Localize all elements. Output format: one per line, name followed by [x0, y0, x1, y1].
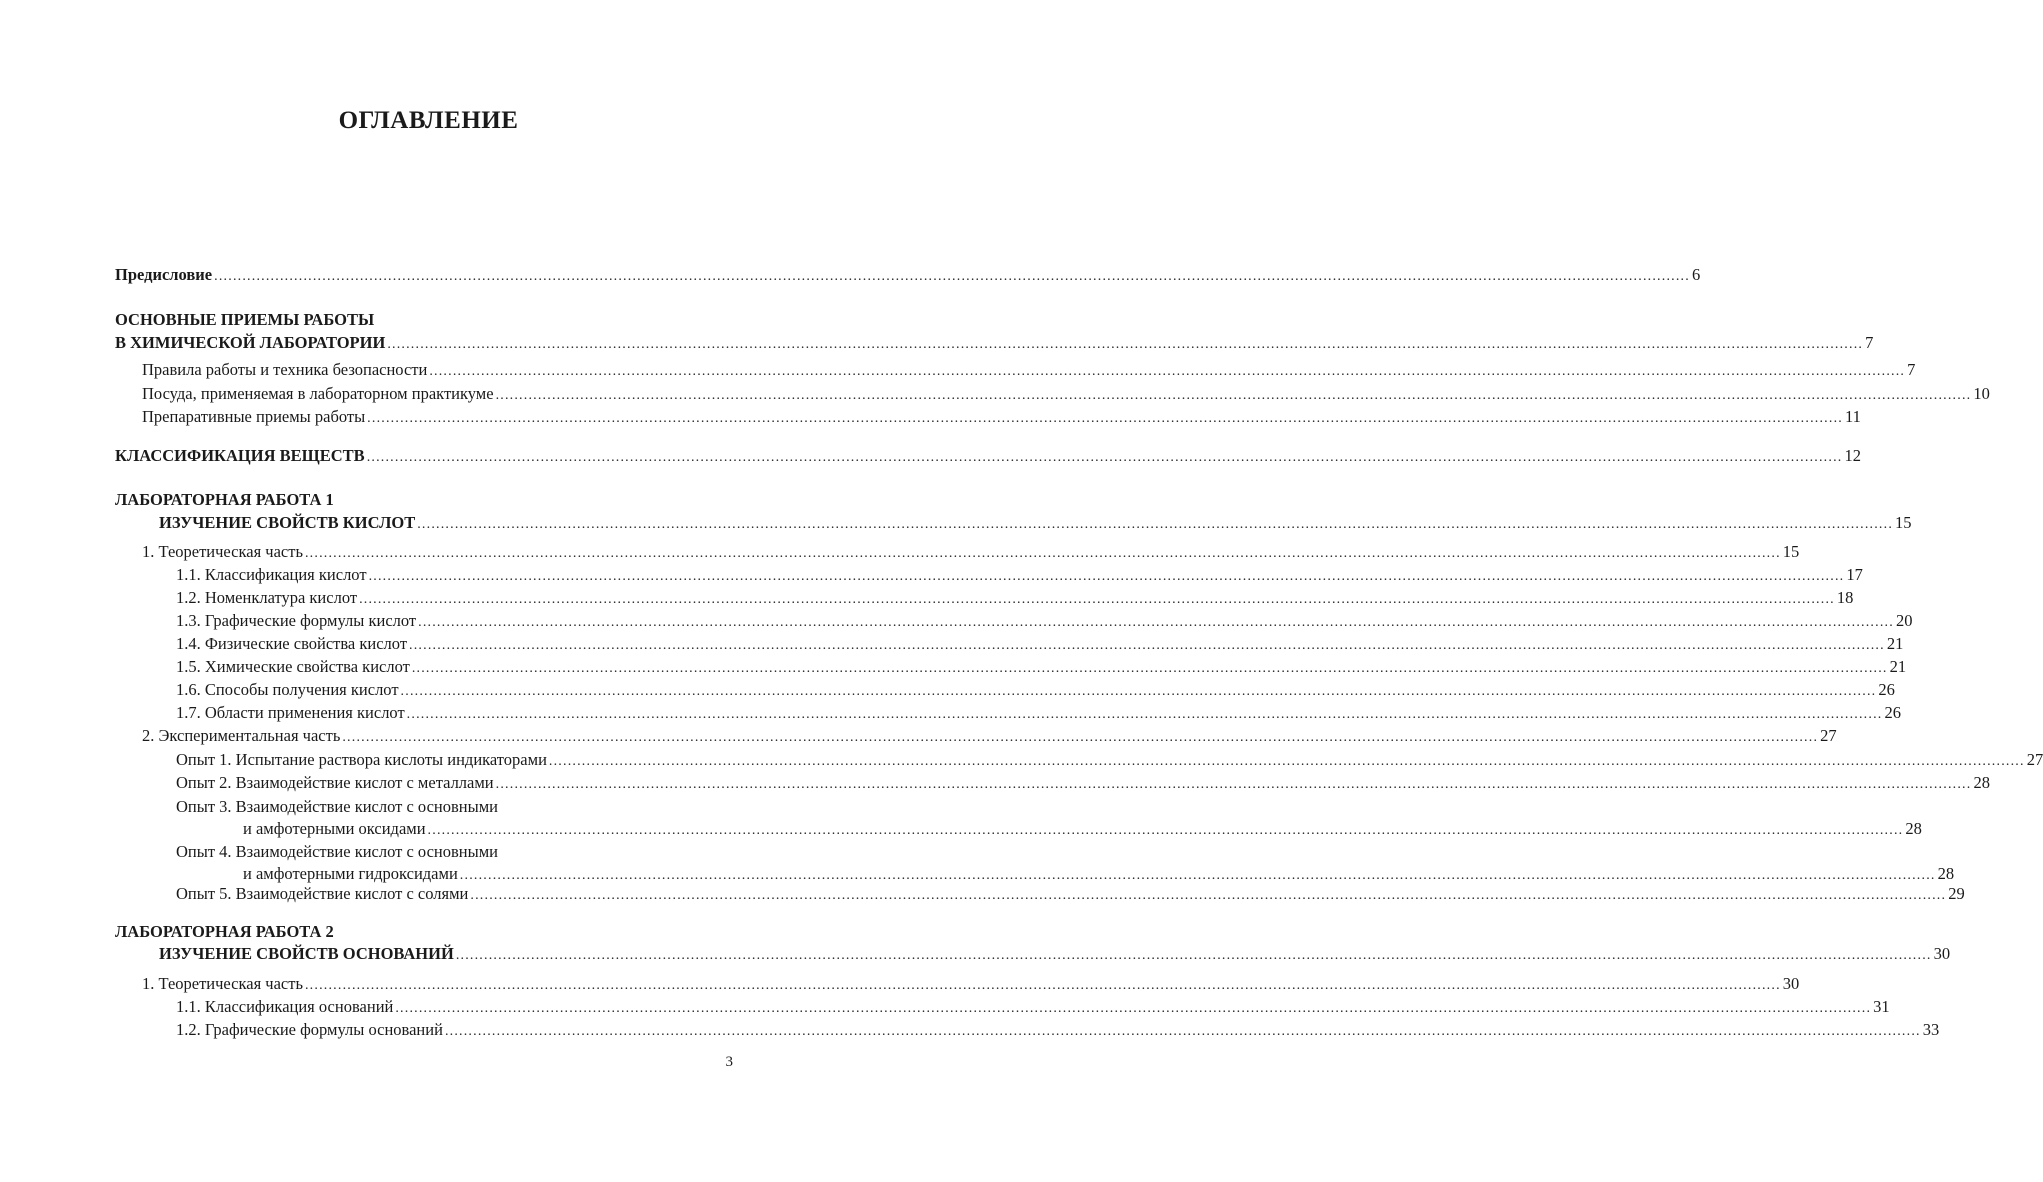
toc-page-number: 21 — [1889, 657, 1907, 676]
toc-entry-label: 1.2. Номенклатура кислот — [176, 588, 358, 607]
toc-leader-dots: .......................................................................................................................................................................................................................................................................................................................... — [400, 684, 1877, 699]
toc-leader-dots: .......................................................................................................................................................................................................................................................................................................................... — [495, 388, 1972, 403]
toc-entry-label: 1.4. Физические свойства кислот — [176, 634, 408, 653]
toc-page-number: 10 — [1973, 384, 1990, 403]
toc-entry-lab-glassware[interactable] — [142, 382, 1990, 407]
toc-leader-dots: .......................................................................................................................................................................................................................................................................................................................... — [411, 661, 1888, 676]
toc-entry-label: Опыт 5. Взаимодействие кислот с солями — [176, 884, 469, 903]
toc-entry-acid-nomenclature[interactable] — [176, 586, 1854, 611]
toc-page-number: 15 — [1782, 542, 1800, 561]
toc-entry-lab1[interactable] — [159, 511, 1912, 536]
toc-entry-experiment-2[interactable] — [176, 771, 1990, 796]
toc-entry-lab1-theory[interactable] — [142, 540, 1800, 565]
toc-leader-dots: .......................................................................................................................................................................................................................................................................................................................... — [214, 269, 1690, 284]
toc-entry-experiment-3-line1: Опыт 3. Взаимодействие кислот с основными — [176, 797, 498, 816]
toc-entry-label: В ХИМИЧЕСКОЙ ЛАБОРАТОРИИ — [115, 333, 386, 352]
toc-leader-dots: .......................................................................................................................................................................................................................................................................................................................... — [359, 592, 1835, 607]
toc-entry-acid-applications[interactable] — [176, 701, 1901, 726]
toc-entry-label: Предисловие — [115, 265, 213, 284]
toc-entry-classification[interactable] — [115, 444, 1861, 469]
toc-entry-preparative-methods[interactable] — [142, 405, 1861, 430]
toc-page-number: 28 — [1937, 864, 1955, 883]
toc-entry-label: 1.6. Способы получения кислот — [176, 680, 399, 699]
toc-entry-label: 1.1. Классификация оснований — [176, 997, 394, 1016]
toc-page-number: 30 — [1782, 974, 1800, 993]
toc-entry-experiment-4-line1: Опыт 4. Взаимодействие кислот с основными — [176, 842, 498, 861]
toc-entry-experiment-1[interactable] — [176, 748, 2043, 773]
toc-entry-label: ИЗУЧЕНИЕ СВОЙСТВ ОСНОВАНИЙ — [159, 944, 454, 963]
toc-entry-label: и амфотерными оксидами — [243, 819, 426, 838]
toc-entry-acid-preparation[interactable] — [176, 678, 1895, 703]
toc-leader-dots: .......................................................................................................................................................................................................................................................................................................................... — [444, 1024, 1921, 1039]
toc-leader-dots: .......................................................................................................................................................................................................................................................................................................................... — [387, 337, 1864, 352]
toc-entry-label: КЛАССИФИКАЦИЯ ВЕЩЕСТВ — [115, 446, 365, 465]
toc-entry-label: Препаративные приемы работы — [142, 407, 366, 426]
toc-leader-dots: .......................................................................................................................................................................................................................................................................................................................... — [342, 730, 1819, 745]
page-number: 3 — [725, 1054, 733, 1070]
toc-entry-base-formulas[interactable] — [176, 1018, 1940, 1043]
toc-page-number: 15 — [1895, 513, 1912, 532]
toc-page-number: 21 — [1886, 634, 1904, 653]
toc-entry-label: ИЗУЧЕНИЕ СВОЙСТВ КИСЛОТ — [159, 513, 416, 532]
toc-page-number: 26 — [1884, 703, 1901, 722]
toc-entry-label: 1. Теоретическая часть — [142, 974, 303, 993]
toc-page-number: 29 — [1948, 884, 1965, 903]
toc-entry-acid-chemical[interactable] — [176, 655, 1907, 680]
toc-page-number: 12 — [1844, 446, 1861, 465]
toc-entry-label: Опыт 2. Взаимодействие кислот с металлами — [176, 773, 494, 792]
toc-entry-label: 1.5. Химические свойства кислот — [176, 657, 410, 676]
toc-page-number: 28 — [1905, 819, 1922, 838]
toc-page-number: 31 — [1873, 997, 1890, 1016]
section-heading-lab1: ЛАБОРАТОРНАЯ РАБОТА 1 — [115, 490, 334, 509]
toc-leader-dots: .......................................................................................................................................................................................................................................................................................................................... — [366, 450, 1843, 465]
toc-entry-acid-physical[interactable] — [176, 632, 1904, 657]
toc-entry-experiment-5[interactable] — [176, 882, 1965, 907]
toc-page-number: 26 — [1878, 680, 1895, 699]
toc-entry-label: и амфотерными гидроксидами — [243, 864, 458, 883]
toc-page-number: 17 — [1846, 565, 1863, 584]
section-heading-basic-methods: ОСНОВНЫЕ ПРИЕМЫ РАБОТЫ — [115, 310, 375, 329]
toc-entry-label: Посуда, применяемая в лабораторном практикуме — [142, 384, 494, 403]
toc-leader-dots: .......................................................................................................................................................................................................................................................................................................................... — [409, 638, 1885, 653]
toc-leader-dots: .......................................................................................................................................................................................................................................................................................................................... — [368, 569, 1845, 584]
toc-page-number: 7 — [1865, 333, 1874, 352]
toc-leader-dots: .......................................................................................................................................................................................................................................................................................................................... — [495, 777, 1972, 792]
toc-page-number: 6 — [1691, 265, 1701, 284]
toc-entry-basic-methods[interactable] — [115, 331, 1874, 356]
toc-entry-label: 1.1. Классификация кислот — [176, 565, 367, 584]
toc-entry-label: 2. Экспериментальная часть — [142, 726, 341, 745]
toc-leader-dots: .......................................................................................................................................................................................................................................................................................................................... — [429, 364, 1906, 379]
toc-leader-dots: .......................................................................................................................................................................................................................................................................................................................... — [395, 1001, 1872, 1016]
toc-entry-label: Правила работы и техника безопасности — [142, 360, 428, 379]
toc-entry-label: 1. Теоретическая часть — [142, 542, 303, 561]
toc-entry-label: Опыт 1. Испытание раствора кислоты индикаторами — [176, 750, 547, 769]
toc-leader-dots: .......................................................................................................................................................................................................................................................................................................................... — [459, 868, 1936, 883]
toc-page-number: 30 — [1933, 944, 1951, 963]
toc-entry-lab1-experimental[interactable] — [142, 724, 1837, 749]
toc-page-number: 11 — [1844, 407, 1861, 426]
toc-page-number: 33 — [1922, 1020, 1940, 1039]
toc-page-number: 18 — [1836, 588, 1854, 607]
toc-entry-base-classification[interactable] — [176, 995, 1890, 1020]
toc-entry-acid-classification[interactable] — [176, 563, 1863, 588]
toc-entry-label: 1.7. Области применения кислот — [176, 703, 405, 722]
toc-leader-dots: .......................................................................................................................................................................................................................................................................................................................... — [455, 948, 1932, 963]
toc-entry-label: 1.2. Графические формулы оснований — [176, 1020, 443, 1039]
toc-entry-acid-formulas[interactable] — [176, 609, 1913, 634]
toc-entry-lab2-theory[interactable] — [142, 972, 1800, 997]
toc-entry-label: 1.3. Графические формулы кислот — [176, 611, 417, 630]
toc-page-number: 20 — [1895, 611, 1913, 630]
toc-entry-safety-rules[interactable] — [142, 358, 1916, 383]
toc-leader-dots: .......................................................................................................................................................................................................................................................................................................................... — [417, 517, 1894, 532]
toc-leader-dots: .......................................................................................................................................................................................................................................................................................................................... — [406, 707, 1883, 722]
section-heading-lab2: ЛАБОРАТОРНАЯ РАБОТА 2 — [115, 922, 334, 941]
toc-entry-preface[interactable] — [115, 263, 1701, 288]
toc-entry-lab2[interactable] — [159, 942, 1951, 967]
toc-page-number: 7 — [1907, 360, 1916, 379]
toc-leader-dots: .......................................................................................................................................................................................................................................................................................................................... — [470, 888, 1947, 903]
toc-leader-dots: .......................................................................................................................................................................................................................................................................................................................... — [418, 615, 1894, 630]
toc-leader-dots: .......................................................................................................................................................................................................................................................................................................................... — [304, 546, 1781, 561]
toc-leader-dots: .......................................................................................................................................................................................................................................................................................................................... — [548, 754, 2025, 769]
toc-page-number: 27 — [1820, 726, 1837, 745]
page-title: ОГЛАВЛЕНИЕ — [338, 107, 519, 134]
toc-leader-dots: .......................................................................................................................................................................................................................................................................................................................... — [367, 411, 1843, 426]
toc-page-number: 27 — [2026, 750, 2043, 769]
toc-leader-dots: .......................................................................................................................................................................................................................................................................................................................... — [304, 978, 1781, 993]
toc-page-number: 28 — [1973, 773, 1990, 792]
toc-entry-experiment-3[interactable] — [243, 817, 1922, 842]
toc-leader-dots: .......................................................................................................................................................................................................................................................................................................................... — [427, 823, 1904, 838]
